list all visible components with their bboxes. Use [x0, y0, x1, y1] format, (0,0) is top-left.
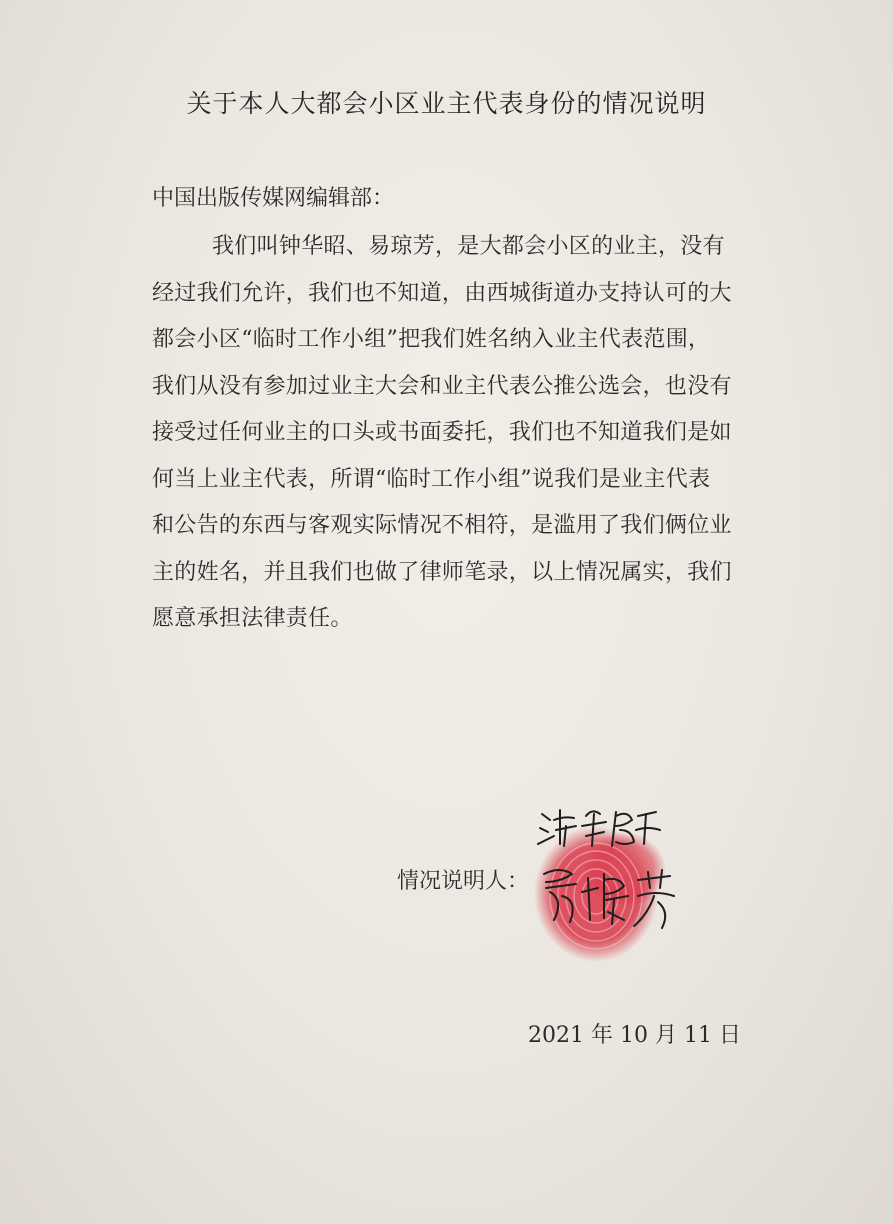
- body-line: 何当上业主代表，所谓“临时工作小组”说我们是业主代表: [152, 466, 711, 492]
- body-line: 愿意承担法律责任。: [152, 606, 353, 631]
- body-paragraph: [152, 224, 812, 643]
- signer-label: 情况说明人：: [397, 869, 530, 894]
- handwritten-signatures: [520, 796, 700, 946]
- body-line: 我们叫钟华昭、易琼芳，是大都会小区的业主，没有: [212, 234, 725, 259]
- body-line: 和公告的东西与客观实际情况不相符，是滥用了我们俩位业: [152, 513, 732, 538]
- document-date: 2021 年 10 月 11 日: [528, 1023, 741, 1048]
- document-title: 关于本人大都会小区业主代表身份的情况说明: [186, 89, 707, 118]
- body-line: 经过我们允许，我们也不知道，由西城街道办支持认可的大: [152, 280, 732, 306]
- body-line: 主的姓名，并且我们也做了律师笔录，以上情况属实，我们: [152, 559, 732, 585]
- body-line: 都会小区“临时工作小组”把我们姓名纳入业主代表范围，: [152, 327, 711, 352]
- body-line: 接受过任何业主的口头或书面委托，我们也不知道我们是如: [152, 420, 732, 445]
- body-line: 我们从没有参加过业主大会和业主代表公推公选会，也没有: [152, 373, 732, 399]
- addressee: 中国出版传媒网编辑部：: [152, 186, 395, 211]
